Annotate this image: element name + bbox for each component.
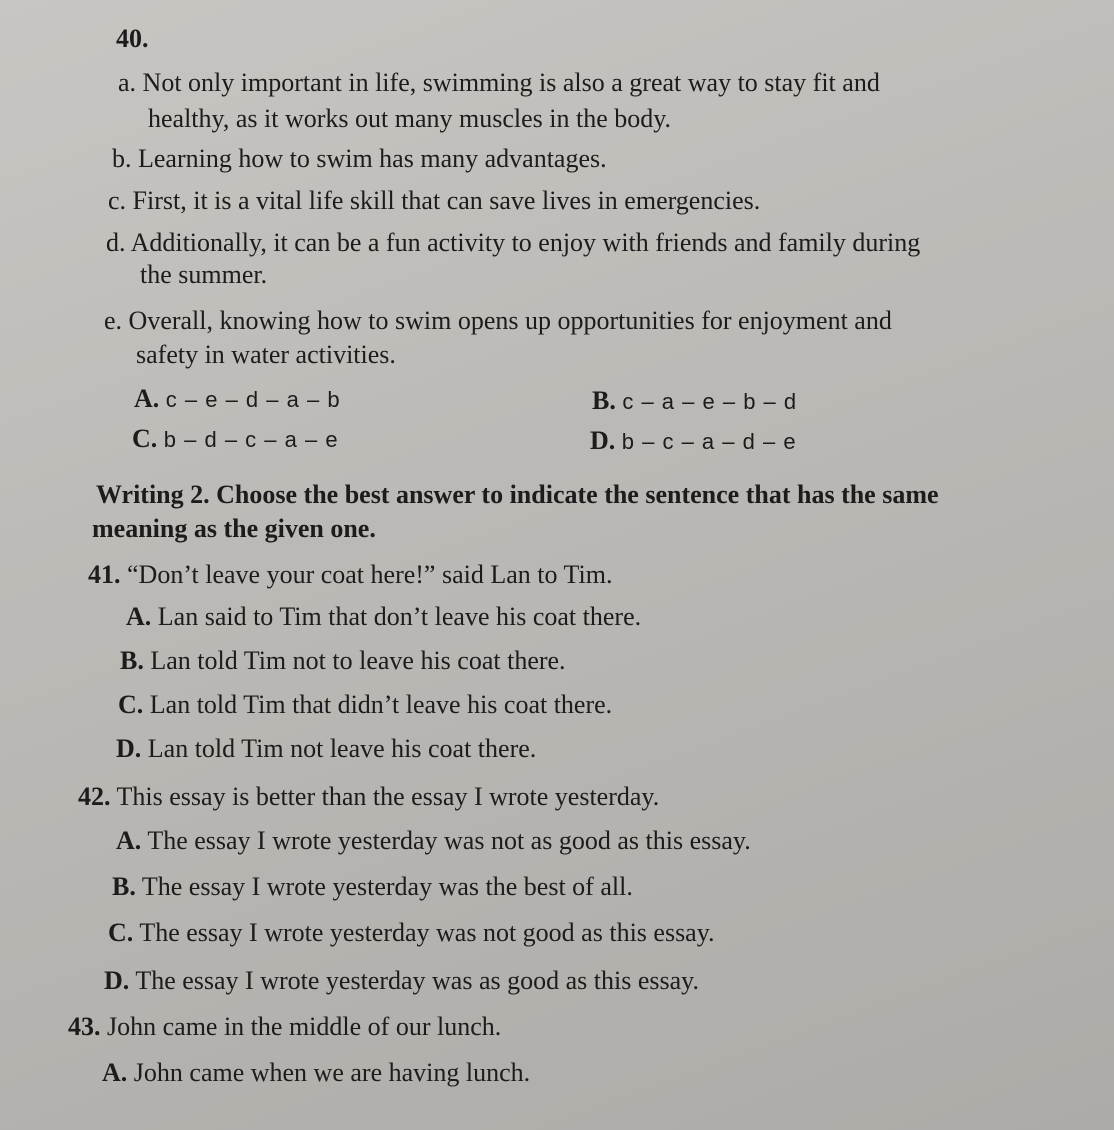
q40-option-d-letter: D. — [590, 426, 616, 455]
q43-option-a-text: John came when we are having lunch. — [133, 1058, 531, 1087]
q42-option-d-text: The essay I wrote yesterday was as good as this essay. — [135, 966, 699, 995]
q42-option-c[interactable] — [108, 918, 715, 948]
question-43 — [68, 1012, 501, 1042]
q40-option-d-text: b – c – a – d – e — [621, 429, 797, 454]
q42-option-b-letter: B. — [112, 872, 136, 901]
writing-2-heading-line-2: meaning as the given one. — [92, 514, 376, 543]
sentence-a-label: a. — [118, 68, 137, 97]
q41-option-a-text: Lan said to Tim that don’t leave his coat there. — [157, 602, 642, 631]
q40-option-a-letter: A. — [134, 384, 160, 413]
q42-option-b[interactable] — [112, 872, 633, 902]
q41-option-d[interactable] — [116, 734, 536, 764]
q40-option-b-letter: B. — [592, 386, 616, 415]
q43-option-a[interactable] — [102, 1058, 530, 1088]
sentence-d — [106, 228, 920, 258]
question-42-stem: This essay is better than the essay I wrote yesterday. — [116, 782, 660, 811]
q42-option-a[interactable] — [116, 826, 751, 856]
q41-option-d-text: Lan told Tim not leave his coat there. — [147, 734, 537, 763]
question-43-number: 43. — [68, 1012, 101, 1041]
q43-option-a-letter: A. — [102, 1058, 128, 1087]
sentence-d-text-2: the summer. — [140, 260, 268, 289]
q42-option-a-text: The essay I wrote yesterday was not as good as this essay. — [147, 826, 751, 855]
sentence-c-label: c. — [108, 186, 127, 215]
question-41-stem: “Don’t leave your coat here!” said Lan to Tim. — [127, 560, 613, 589]
q42-option-c-text: The essay I wrote yesterday was not good as this essay. — [139, 918, 715, 947]
q40-option-d[interactable] — [590, 426, 797, 456]
q41-option-b-text: Lan told Tim not to leave his coat there. — [150, 646, 566, 675]
question-40-number: 40. — [116, 24, 149, 53]
q40-option-c[interactable] — [132, 424, 339, 454]
question-41-number: 41. — [88, 560, 121, 589]
q41-option-c[interactable] — [118, 690, 612, 720]
question-41 — [88, 560, 612, 590]
sentence-d-label: d. — [106, 228, 126, 257]
q41-option-a-letter: A. — [126, 602, 152, 631]
q41-option-d-letter: D. — [116, 734, 142, 763]
q42-option-d[interactable] — [104, 966, 699, 996]
sentence-b-text: Learning how to swim has many advantages. — [138, 144, 607, 173]
sentence-a — [118, 68, 880, 98]
question-42-number: 42. — [78, 782, 111, 811]
sentence-c — [108, 186, 760, 216]
sentence-b-label: b. — [112, 144, 132, 173]
question-43-stem: John came in the middle of our lunch. — [107, 1012, 502, 1041]
sentence-a-text-2: healthy, as it works out many muscles in the body. — [148, 104, 672, 133]
sentence-c-text: First, it is a vital life skill that can save lives in emergencies. — [132, 186, 761, 215]
sentence-d-text-1: Additionally, it can be a fun activity to enjoy with friends and family during — [130, 228, 921, 257]
q40-option-b-text: c – a – e – b – d — [622, 389, 798, 414]
q41-option-a[interactable] — [126, 602, 641, 632]
q42-option-b-text: The essay I wrote yesterday was the best of all. — [141, 872, 633, 901]
question-42 — [78, 782, 659, 812]
sentence-a-text-1: Not only important in life, swimming is also a great way to stay fit and — [142, 68, 880, 97]
q42-option-d-letter: D. — [104, 966, 130, 995]
q40-option-c-text: b – d – c – a – e — [163, 427, 339, 452]
q41-option-c-letter: C. — [118, 690, 144, 719]
q40-option-b[interactable] — [592, 386, 797, 416]
sentence-e — [104, 306, 892, 336]
q40-option-a[interactable] — [134, 384, 341, 414]
q42-option-c-letter: C. — [108, 918, 134, 947]
sentence-e-label: e. — [104, 306, 123, 335]
sentence-e-text-2: safety in water activities. — [136, 340, 396, 369]
q41-option-b[interactable] — [120, 646, 566, 676]
sentence-b — [112, 144, 607, 174]
q40-option-c-letter: C. — [132, 424, 158, 453]
sentence-e-text-1: Overall, knowing how to swim opens up opportunities for enjoyment and — [128, 306, 892, 335]
q41-option-b-letter: B. — [120, 646, 144, 675]
q40-option-a-text: c – e – d – a – b — [165, 387, 341, 412]
writing-2-heading-line-1: Writing 2. Choose the best answer to indicate the sentence that has the same — [96, 480, 939, 509]
q41-option-c-text: Lan told Tim that didn’t leave his coat there. — [149, 690, 613, 719]
q42-option-a-letter: A. — [116, 826, 142, 855]
